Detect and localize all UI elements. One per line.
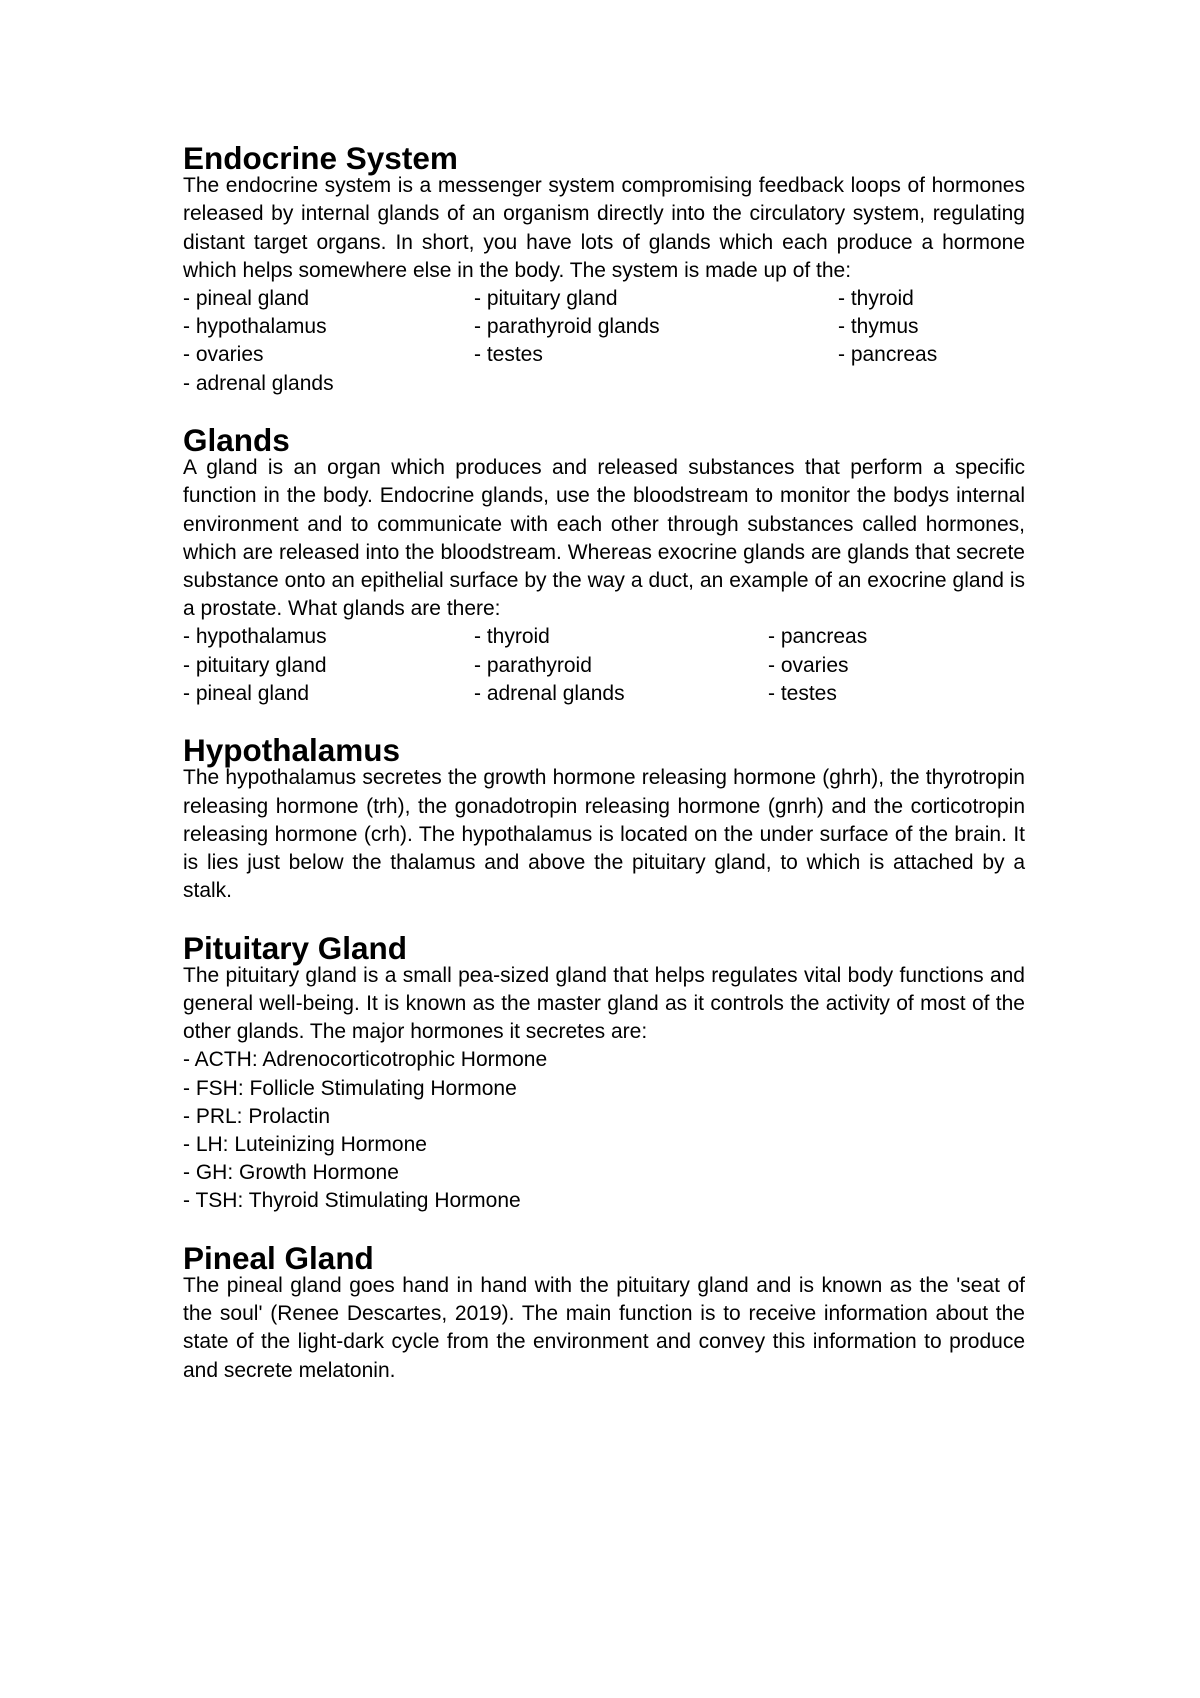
list-item: - pancreas: [768, 625, 868, 649]
list-item: - pancreas: [838, 343, 938, 367]
spacer: [183, 398, 1025, 426]
list-item: - pineal gland: [183, 287, 310, 311]
section-paragraph: A gland is an organ which produces and released substances that perform a specific function in the body. Endocrine glands, use the bloodstream to monitor the bodys internal environment and to communicate with each other through substances called hormones, which are released into the bloodstream. Whereas exocrine glands are glands that secrete substance onto an epithelial surface by the way a duct, an example of an exocrine gland is a prostate. What glands are there:: [183, 456, 1025, 621]
list-item: - LH: Luteinizing Hormone: [183, 1133, 427, 1157]
list-item: - thymus: [838, 315, 919, 339]
gland-list: [183, 623, 1025, 708]
section-pineal-gland: [183, 1239, 1025, 1385]
list-item: - ACTH: Adrenocorticotrophic Hormone: [183, 1048, 548, 1072]
list-item: - thyroid: [474, 625, 550, 649]
section-paragraph: The endocrine system is a messenger system compromising feedback loops of hormones released by internal glands of an organism directly into the circulatory system, regulating distant target organs. In short, you have lots of glands which each produce a hormone which helps somewhere else in the body. The system is made up of the:: [183, 174, 1025, 282]
list-item: - pineal gland: [183, 681, 310, 705]
list-item: - adrenal glands: [183, 371, 334, 395]
section-glands: [183, 422, 1025, 708]
list-item: - thyroid: [838, 287, 914, 311]
list-item: - GH: Growth Hormone: [183, 1161, 399, 1185]
list-item: - testes: [474, 343, 543, 367]
section-hypothalamus: [183, 732, 1025, 905]
section-paragraph: The pituitary gland is a small pea-sized gland that helps regulates vital body functions and general well-being. It is known as the master gland as it controls the activity of most of the other glands. The major hormones it secretes are:: [183, 963, 1025, 1044]
document-page: [183, 140, 1025, 1385]
section-title: Hypothalamus: [183, 732, 401, 769]
section-paragraph: The hypothalamus secretes the growth hormone releasing hormone (ghrh), the thyrotropin releasing hormone (trh), the gonadotropin releasing hormone (gnrh) and the corticotropin releasing hormone (crh). The hypothalamus is located on the under surface of the brain. It is lies just below the thalamus and above the pituitary gland, to which is attached by a stalk.: [183, 766, 1025, 903]
list-item: - hypothalamus: [183, 625, 327, 649]
list-item: - pituitary gland: [183, 653, 327, 677]
gland-list: [183, 285, 1025, 398]
list-item: - TSH: Thyroid Stimulating Hormone: [183, 1189, 521, 1213]
list-item: - FSH: Follicle Stimulating Hormone: [183, 1076, 517, 1100]
list-item: - ovaries: [183, 343, 264, 367]
list-item: - parathyroid glands: [474, 315, 660, 339]
list-item: - PRL: Prolactin: [183, 1104, 331, 1128]
section-title: Glands: [183, 422, 290, 459]
list-item: - testes: [768, 681, 837, 705]
section-endocrine-system: [183, 140, 1025, 398]
section-paragraph: The pineal gland goes hand in hand with the pituitary gland and is known as the 'seat of the soul' (Renee Descartes, 2019). The main function is to receive information about the state of the light-dark cycle from the environment and convey this information to produce and secrete melatonin.: [183, 1274, 1025, 1382]
list-item: - pituitary gland: [474, 287, 618, 311]
list-item: - hypothalamus: [183, 315, 327, 339]
section-title: Pituitary Gland: [183, 929, 408, 966]
hormone-list: [183, 1046, 1025, 1215]
section-pituitary-gland: [183, 929, 1025, 1216]
list-item: - parathyroid: [474, 653, 592, 677]
section-title: Pineal Gland: [183, 1239, 374, 1276]
list-item: - ovaries: [768, 653, 849, 677]
list-item: - adrenal glands: [474, 681, 625, 705]
section-title: Endocrine System: [183, 140, 458, 176]
